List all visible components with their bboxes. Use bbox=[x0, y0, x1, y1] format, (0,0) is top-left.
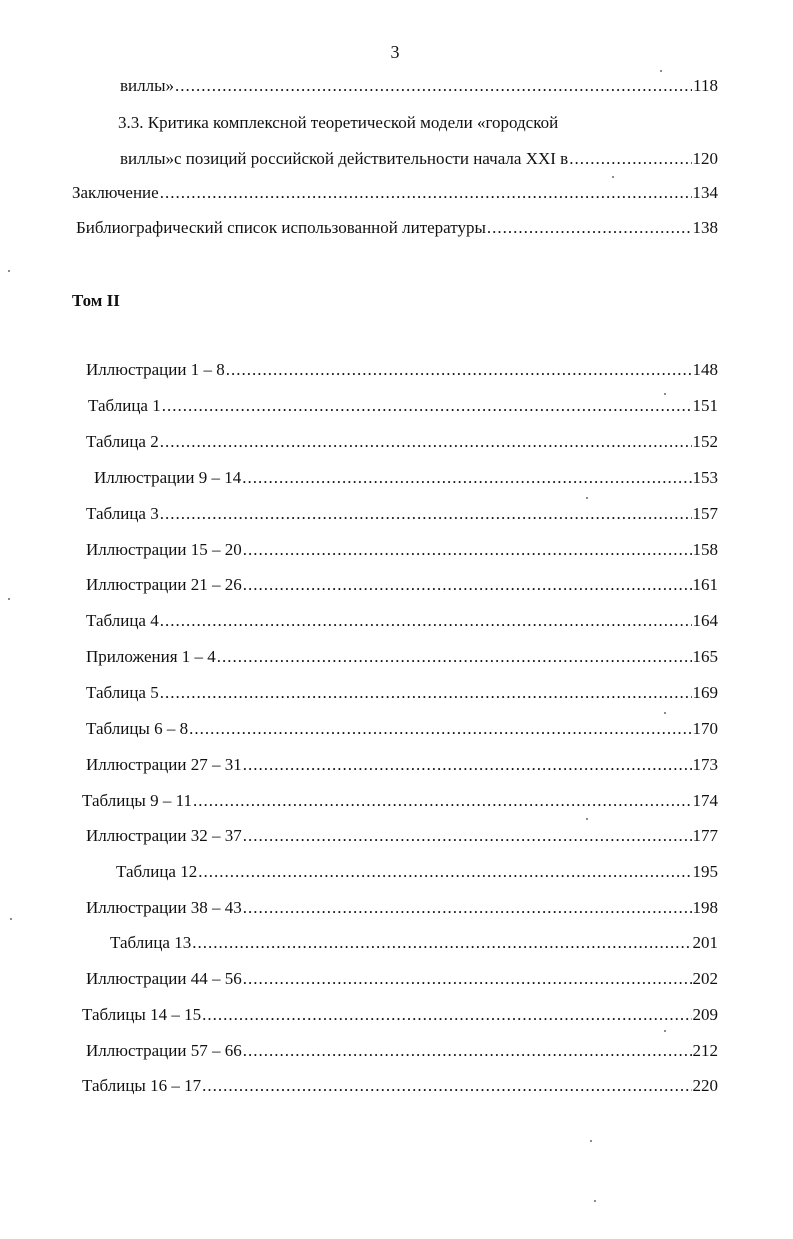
toc-entry bbox=[82, 788, 718, 814]
toc-entry bbox=[86, 1038, 718, 1064]
volume-heading: Том II bbox=[72, 291, 120, 310]
toc-entry-label: виллы» bbox=[120, 76, 175, 95]
scan-speck bbox=[8, 598, 10, 600]
toc-entry-page: 157 bbox=[692, 504, 718, 523]
leader-dots bbox=[160, 429, 692, 455]
toc-entry-label: Заключение bbox=[72, 183, 159, 202]
toc-entry-label: Иллюстрации 21 – 26 bbox=[86, 575, 242, 594]
leader-dots bbox=[242, 465, 691, 491]
toc-entry-label: Таблица 13 bbox=[110, 933, 192, 952]
leader-dots bbox=[189, 716, 691, 742]
toc-entry-label: Иллюстрации 27 – 31 bbox=[86, 755, 242, 774]
toc-entry-page: 164 bbox=[692, 611, 718, 630]
leader-dots bbox=[192, 930, 691, 956]
toc-entry-page: 161 bbox=[692, 575, 718, 594]
toc-entry-page: 158 bbox=[692, 540, 718, 559]
toc-entry-label: Иллюстрации 15 – 20 bbox=[86, 540, 242, 559]
leader-dots bbox=[217, 644, 692, 670]
toc-entry-page: 153 bbox=[692, 468, 718, 487]
toc-entry-page: 152 bbox=[692, 432, 718, 451]
toc-entry-label: Иллюстрации 57 – 66 bbox=[86, 1041, 242, 1060]
leader-dots bbox=[202, 1073, 691, 1099]
toc-entry-label: Иллюстрации 1 – 8 bbox=[86, 360, 225, 379]
toc-entry bbox=[88, 393, 718, 419]
toc-entry-label: Таблица 1 bbox=[88, 396, 161, 415]
toc-entry bbox=[116, 859, 718, 885]
scan-speck bbox=[594, 1200, 596, 1202]
toc-entry bbox=[86, 644, 718, 670]
toc-entry-page: 120 bbox=[692, 149, 718, 168]
toc-entry-label: виллы»с позиций российской действительности начала XXI в bbox=[120, 149, 569, 168]
toc-entry-label: Иллюстрации 38 – 43 bbox=[86, 898, 242, 917]
toc-entry-page: 165 bbox=[692, 647, 718, 666]
toc-entry-label: Таблица 5 bbox=[86, 683, 159, 702]
toc-entry-page: 212 bbox=[692, 1041, 718, 1060]
leader-dots bbox=[202, 1002, 691, 1028]
toc-entry bbox=[120, 146, 718, 172]
leader-dots bbox=[243, 823, 692, 849]
toc-entry-page: 170 bbox=[692, 719, 718, 738]
toc-entry bbox=[86, 608, 718, 634]
toc-entry-label: Таблицы 14 – 15 bbox=[82, 1005, 202, 1024]
toc-entry bbox=[94, 465, 718, 491]
toc-entry bbox=[86, 823, 718, 849]
leader-dots bbox=[160, 501, 692, 527]
toc-entry bbox=[86, 537, 718, 563]
toc-entry-page: 169 bbox=[692, 683, 718, 702]
toc-entry-page: 177 bbox=[692, 826, 718, 845]
toc-entry-label: Таблицы 16 – 17 bbox=[82, 1076, 202, 1095]
toc-entry-page: 118 bbox=[693, 76, 718, 95]
leader-dots bbox=[243, 966, 692, 992]
toc-entry bbox=[86, 357, 718, 383]
leader-dots bbox=[160, 180, 692, 206]
leader-dots bbox=[487, 215, 692, 241]
leader-dots bbox=[160, 680, 692, 706]
toc-entry bbox=[86, 429, 718, 455]
leader-dots bbox=[226, 357, 692, 383]
toc-entry-label: Таблицы 9 – 11 bbox=[82, 791, 192, 810]
toc-entry-label: Таблица 2 bbox=[86, 432, 159, 451]
leader-dots bbox=[198, 859, 691, 885]
toc-entry bbox=[120, 73, 718, 99]
toc-entry bbox=[76, 215, 718, 241]
toc-entry bbox=[86, 572, 718, 598]
toc-entry-label: Таблица 3 bbox=[86, 504, 159, 523]
leader-dots bbox=[175, 73, 692, 99]
scan-speck bbox=[10, 918, 12, 920]
toc-entry-page: 220 bbox=[692, 1076, 718, 1095]
page-number: 3 bbox=[390, 42, 400, 62]
toc-entry bbox=[82, 1002, 718, 1028]
toc-entry-label: Приложения 1 – 4 bbox=[86, 647, 216, 666]
toc-entry-page: 202 bbox=[692, 969, 718, 988]
toc-entry-page: 198 bbox=[692, 898, 718, 917]
scan-speck bbox=[586, 818, 588, 820]
toc-entry-label: Иллюстрации 44 – 56 bbox=[86, 969, 242, 988]
toc-entry-label: Иллюстрации 9 – 14 bbox=[94, 468, 242, 487]
toc-entry-label: Таблица 4 bbox=[86, 611, 159, 630]
toc-entry-heading: 3.3. Критика комплексной теоретической модели «городской bbox=[118, 113, 559, 132]
toc-entry-label: Иллюстрации 32 – 37 bbox=[86, 826, 242, 845]
toc-entry bbox=[86, 752, 718, 778]
toc-entry-page: 174 bbox=[692, 791, 718, 810]
toc-entry bbox=[86, 501, 718, 527]
toc-entry bbox=[86, 716, 718, 742]
toc-entry-page: 201 bbox=[692, 933, 718, 952]
toc-entry bbox=[110, 930, 718, 956]
toc-entry bbox=[86, 966, 718, 992]
leader-dots bbox=[243, 572, 692, 598]
toc-entry-page: 173 bbox=[692, 755, 718, 774]
scan-speck bbox=[660, 70, 662, 72]
leader-dots bbox=[243, 895, 692, 921]
leader-dots bbox=[243, 537, 692, 563]
toc-entry-page: 151 bbox=[692, 396, 718, 415]
toc-entry bbox=[82, 1073, 718, 1099]
toc-entry-page: 138 bbox=[692, 218, 718, 237]
scan-speck bbox=[586, 497, 588, 499]
toc-entry-page: 148 bbox=[692, 360, 718, 379]
toc-entry-label: Библиографический список использованной литературы bbox=[76, 218, 486, 237]
leader-dots bbox=[243, 752, 692, 778]
scan-speck bbox=[612, 176, 614, 178]
scan-speck bbox=[590, 1140, 592, 1142]
toc-entry-label: Таблицы 6 – 8 bbox=[86, 719, 189, 738]
leader-dots bbox=[243, 1038, 692, 1064]
leader-dots bbox=[160, 608, 692, 634]
scan-speck bbox=[664, 393, 666, 395]
scan-speck bbox=[664, 1030, 666, 1032]
scan-speck bbox=[664, 712, 666, 714]
toc-entry-label: Таблица 12 bbox=[116, 862, 198, 881]
toc-entry bbox=[86, 895, 718, 921]
leader-dots bbox=[193, 788, 692, 814]
toc-entry-page: 134 bbox=[692, 183, 718, 202]
leader-dots bbox=[569, 146, 691, 172]
toc-entry bbox=[86, 680, 718, 706]
scan-speck bbox=[8, 270, 10, 272]
toc-entry bbox=[72, 180, 718, 206]
toc-entry-page: 209 bbox=[692, 1005, 718, 1024]
toc-entry-page: 195 bbox=[692, 862, 718, 881]
leader-dots bbox=[162, 393, 692, 419]
